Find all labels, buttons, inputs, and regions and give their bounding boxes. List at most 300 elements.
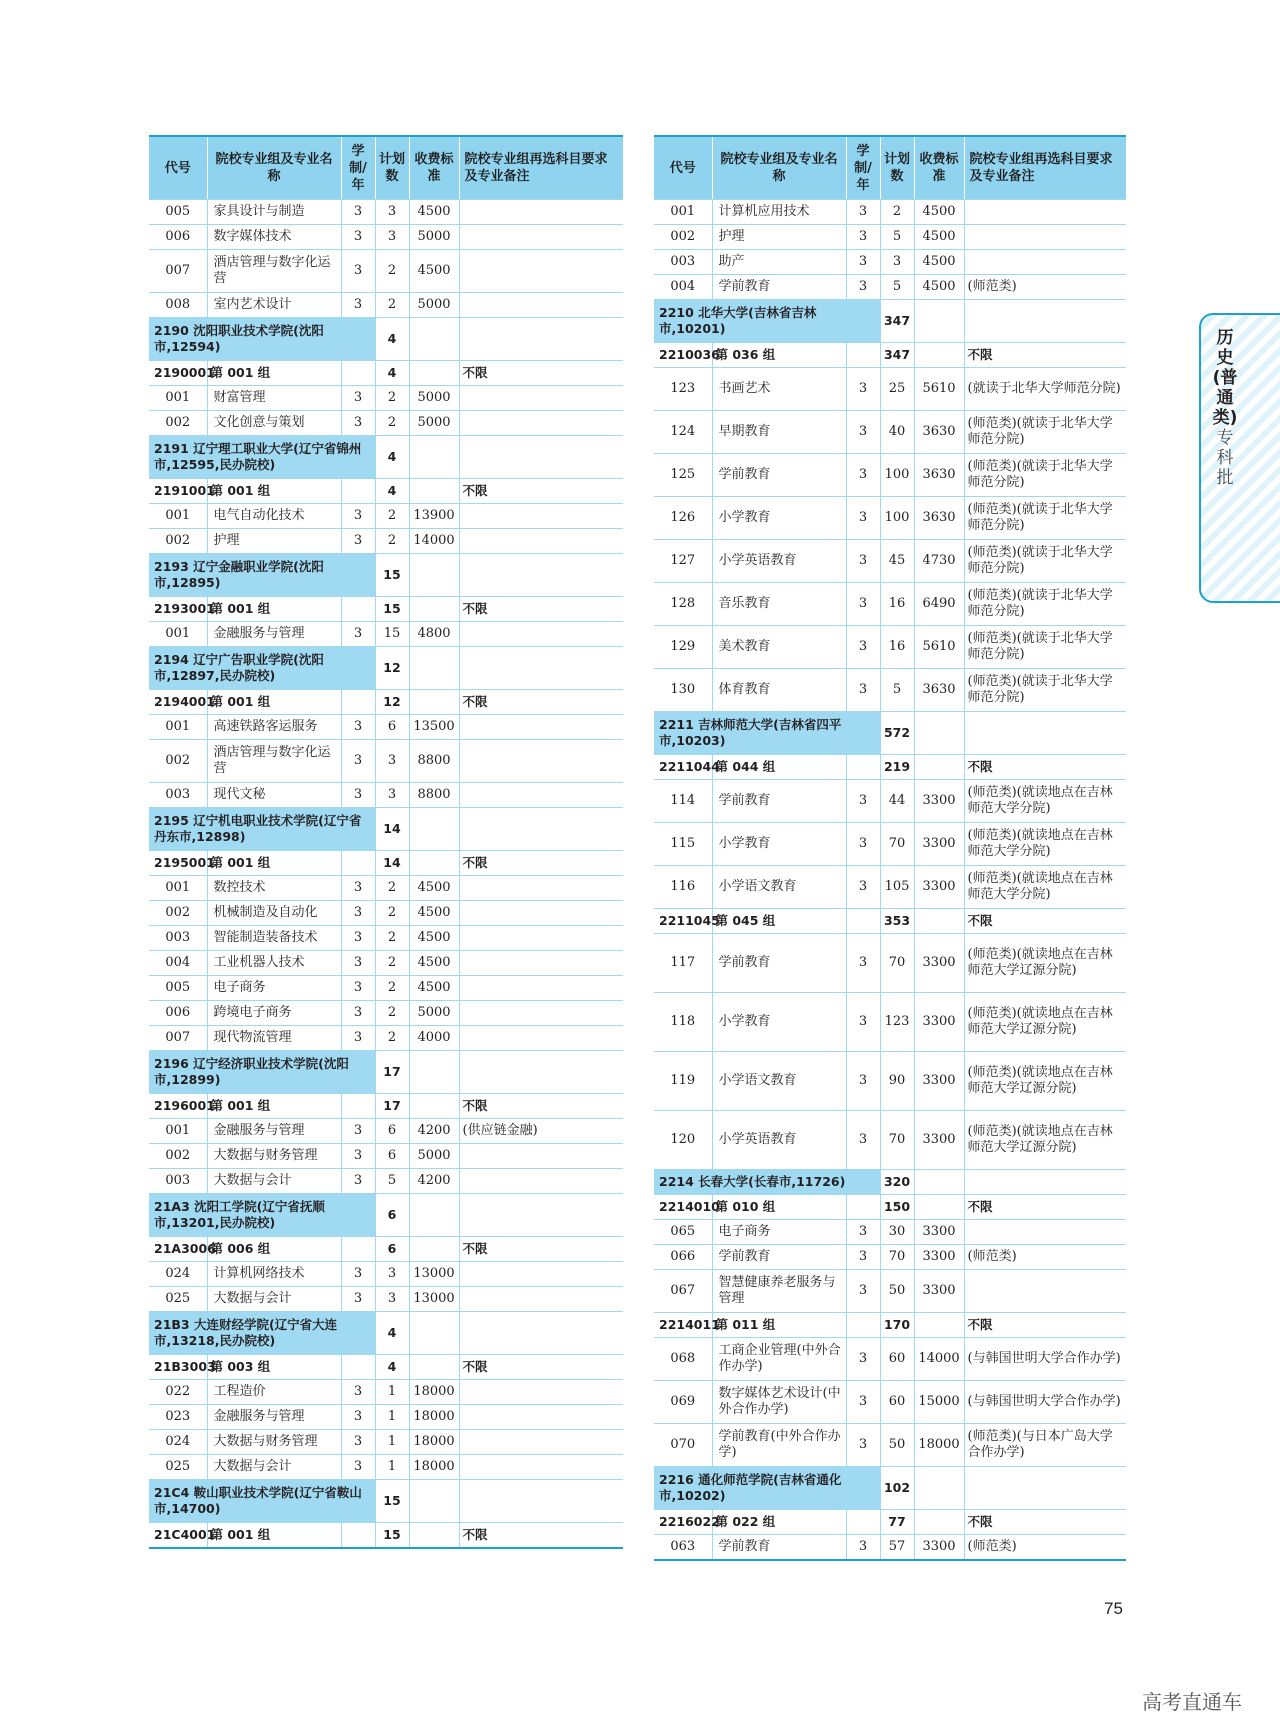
group-note: 不限 bbox=[459, 1523, 623, 1549]
major-years: 3 bbox=[341, 1262, 375, 1287]
major-note: (师范类)(就读地点在吉林师范大学分院) bbox=[964, 823, 1126, 866]
group-plan: 4 bbox=[375, 479, 409, 504]
major-row bbox=[654, 411, 1126, 454]
major-fee: 4500 bbox=[409, 876, 459, 901]
major-row bbox=[149, 926, 623, 951]
major-note bbox=[459, 504, 623, 529]
major-row bbox=[149, 876, 623, 901]
school-fee-empty bbox=[914, 300, 964, 343]
school-name: 21B3 大连财经学院(辽宁省大连市,13218,民办院校) bbox=[149, 1312, 375, 1355]
major-code: 002 bbox=[654, 225, 712, 250]
major-name: 工商企业管理(中外合作办学) bbox=[712, 1338, 846, 1381]
major-fee: 4500 bbox=[409, 200, 459, 225]
major-name: 机械制造及自动化 bbox=[207, 901, 341, 926]
group-code: 2191001 bbox=[149, 479, 207, 504]
major-name: 学前教育 bbox=[712, 1245, 846, 1270]
group-fee-empty bbox=[409, 1355, 459, 1380]
major-fee: 4500 bbox=[914, 200, 964, 225]
school-plan: 4 bbox=[375, 1312, 409, 1355]
major-note bbox=[459, 1455, 623, 1480]
major-years: 3 bbox=[341, 1380, 375, 1405]
major-fee: 4200 bbox=[409, 1169, 459, 1194]
major-note bbox=[459, 293, 623, 318]
major-fee: 8800 bbox=[409, 783, 459, 808]
major-years: 3 bbox=[846, 250, 880, 275]
school-row bbox=[149, 1312, 623, 1355]
major-note bbox=[459, 951, 623, 976]
school-plan: 4 bbox=[375, 436, 409, 479]
major-fee: 4500 bbox=[409, 976, 459, 1001]
group-row bbox=[149, 690, 623, 715]
major-plan: 60 bbox=[880, 1338, 914, 1381]
major-plan: 70 bbox=[880, 934, 914, 993]
major-plan: 5 bbox=[880, 275, 914, 300]
group-fee-empty bbox=[409, 1237, 459, 1262]
major-years: 3 bbox=[846, 993, 880, 1052]
major-name: 文化创意与策划 bbox=[207, 411, 341, 436]
group-note: 不限 bbox=[459, 597, 623, 622]
group-code: 2193001 bbox=[149, 597, 207, 622]
major-years: 3 bbox=[846, 1111, 880, 1170]
major-fee: 3630 bbox=[914, 454, 964, 497]
group-plan: 4 bbox=[375, 1355, 409, 1380]
header-code: 代号 bbox=[149, 136, 207, 200]
major-plan: 57 bbox=[880, 1535, 914, 1561]
major-fee: 3300 bbox=[914, 1220, 964, 1245]
group-years-empty bbox=[846, 909, 880, 934]
group-note: 不限 bbox=[459, 1094, 623, 1119]
major-code: 117 bbox=[654, 934, 712, 993]
major-name: 学前教育 bbox=[712, 780, 846, 823]
major-years: 3 bbox=[341, 250, 375, 293]
major-name: 学前教育 bbox=[712, 934, 846, 993]
major-name: 跨境电子商务 bbox=[207, 1001, 341, 1026]
major-years: 3 bbox=[846, 780, 880, 823]
major-years: 3 bbox=[341, 411, 375, 436]
school-note-empty bbox=[459, 808, 623, 851]
major-row bbox=[149, 1119, 623, 1144]
major-fee: 14000 bbox=[914, 1338, 964, 1381]
school-note-empty bbox=[459, 436, 623, 479]
major-plan: 100 bbox=[880, 454, 914, 497]
major-note bbox=[459, 622, 623, 647]
major-note bbox=[964, 200, 1126, 225]
major-name: 大数据与会计 bbox=[207, 1455, 341, 1480]
school-plan: 4 bbox=[375, 318, 409, 361]
major-name: 数控技术 bbox=[207, 876, 341, 901]
major-row bbox=[149, 1001, 623, 1026]
group-code: 2211045 bbox=[654, 909, 712, 934]
major-row bbox=[654, 780, 1126, 823]
major-years: 3 bbox=[846, 1245, 880, 1270]
group-name: 第 001 组 bbox=[207, 851, 341, 876]
major-years: 3 bbox=[341, 976, 375, 1001]
major-row bbox=[654, 454, 1126, 497]
major-fee: 3300 bbox=[914, 1245, 964, 1270]
side-tab-text bbox=[1212, 328, 1238, 488]
major-years: 3 bbox=[341, 622, 375, 647]
major-note: (师范类)(就读于北华大学师范分院) bbox=[964, 454, 1126, 497]
major-name: 体育教育 bbox=[712, 669, 846, 712]
major-name: 工业机器人技术 bbox=[207, 951, 341, 976]
major-plan: 2 bbox=[375, 250, 409, 293]
group-note: 不限 bbox=[964, 909, 1126, 934]
major-plan: 5 bbox=[880, 225, 914, 250]
school-name: 21C4 鞍山职业技术学院(辽宁省鞍山市,14700) bbox=[149, 1480, 375, 1523]
major-plan: 16 bbox=[880, 583, 914, 626]
major-note bbox=[459, 411, 623, 436]
group-row bbox=[149, 1237, 623, 1262]
major-note bbox=[459, 1380, 623, 1405]
group-row bbox=[654, 1510, 1126, 1535]
group-name: 第 022 组 bbox=[712, 1510, 846, 1535]
major-plan: 3 bbox=[375, 225, 409, 250]
school-row bbox=[149, 1051, 623, 1094]
major-note bbox=[964, 1220, 1126, 1245]
major-row bbox=[654, 200, 1126, 225]
school-row bbox=[149, 808, 623, 851]
major-years: 3 bbox=[341, 1169, 375, 1194]
major-code: 002 bbox=[149, 901, 207, 926]
school-row bbox=[654, 712, 1126, 755]
group-years-empty bbox=[846, 343, 880, 368]
major-row bbox=[149, 411, 623, 436]
school-note-empty bbox=[459, 1480, 623, 1523]
group-years-empty bbox=[341, 597, 375, 622]
group-name: 第 001 组 bbox=[207, 690, 341, 715]
major-row bbox=[654, 1381, 1126, 1424]
group-plan: 14 bbox=[375, 851, 409, 876]
major-plan: 16 bbox=[880, 626, 914, 669]
major-fee: 5000 bbox=[409, 225, 459, 250]
group-row bbox=[149, 1094, 623, 1119]
group-row bbox=[654, 755, 1126, 780]
major-row bbox=[654, 540, 1126, 583]
major-note: (师范类)(就读于北华大学师范分院) bbox=[964, 497, 1126, 540]
major-plan: 2 bbox=[375, 976, 409, 1001]
major-fee: 18000 bbox=[409, 1405, 459, 1430]
school-row bbox=[149, 318, 623, 361]
major-code: 006 bbox=[149, 1001, 207, 1026]
school-note-empty bbox=[459, 647, 623, 690]
major-name: 学前教育(中外合作办学) bbox=[712, 1424, 846, 1467]
major-fee: 3300 bbox=[914, 1052, 964, 1111]
major-years: 3 bbox=[341, 529, 375, 554]
major-code: 068 bbox=[654, 1338, 712, 1381]
major-row bbox=[654, 993, 1126, 1052]
major-note: (师范类)(就读于北华大学师范分院) bbox=[964, 540, 1126, 583]
major-note: (师范类)(就读于北华大学师范分院) bbox=[964, 583, 1126, 626]
major-fee: 5000 bbox=[409, 411, 459, 436]
major-name: 大数据与财务管理 bbox=[207, 1430, 341, 1455]
major-name: 小学语文教育 bbox=[712, 1052, 846, 1111]
major-row bbox=[149, 504, 623, 529]
group-years-empty bbox=[341, 1355, 375, 1380]
major-fee: 5000 bbox=[409, 386, 459, 411]
major-years: 3 bbox=[341, 783, 375, 808]
major-code: 001 bbox=[149, 715, 207, 740]
group-fee-empty bbox=[914, 1195, 964, 1220]
major-plan: 60 bbox=[880, 1381, 914, 1424]
group-years-empty bbox=[341, 1094, 375, 1119]
left-table-body bbox=[149, 200, 623, 1549]
major-row bbox=[149, 1144, 623, 1169]
major-years: 3 bbox=[846, 540, 880, 583]
header-name: 院校专业组及专业名称 bbox=[712, 136, 846, 200]
group-name: 第 011 组 bbox=[712, 1313, 846, 1338]
major-name: 家具设计与制造 bbox=[207, 200, 341, 225]
major-note: (师范类)(就读于北华大学师范分院) bbox=[964, 669, 1126, 712]
major-years: 3 bbox=[846, 866, 880, 909]
major-note bbox=[459, 901, 623, 926]
major-fee: 18000 bbox=[409, 1455, 459, 1480]
major-years: 3 bbox=[341, 1430, 375, 1455]
major-row bbox=[149, 901, 623, 926]
major-note: (师范类) bbox=[964, 1245, 1126, 1270]
group-plan: 150 bbox=[880, 1195, 914, 1220]
major-plan: 2 bbox=[375, 411, 409, 436]
school-row bbox=[654, 1467, 1126, 1510]
school-name: 2214 长春大学(长春市,11726) bbox=[654, 1170, 880, 1195]
school-fee-empty bbox=[409, 808, 459, 851]
major-code: 066 bbox=[654, 1245, 712, 1270]
major-fee: 13500 bbox=[409, 715, 459, 740]
major-name: 数字媒体技术 bbox=[207, 225, 341, 250]
group-name: 第 010 组 bbox=[712, 1195, 846, 1220]
major-years: 3 bbox=[341, 715, 375, 740]
major-years: 3 bbox=[341, 1144, 375, 1169]
major-code: 063 bbox=[654, 1535, 712, 1561]
major-code: 115 bbox=[654, 823, 712, 866]
school-fee-empty bbox=[914, 1467, 964, 1510]
major-years: 3 bbox=[341, 926, 375, 951]
major-note: (师范类)(就读地点在吉林师范大学辽源分院) bbox=[964, 1052, 1126, 1111]
school-note-empty bbox=[459, 1312, 623, 1355]
major-row bbox=[654, 1220, 1126, 1245]
major-name: 现代文秘 bbox=[207, 783, 341, 808]
major-plan: 30 bbox=[880, 1220, 914, 1245]
major-code: 008 bbox=[149, 293, 207, 318]
major-row bbox=[654, 669, 1126, 712]
school-plan: 14 bbox=[375, 808, 409, 851]
group-note: 不限 bbox=[964, 1510, 1126, 1535]
group-years-empty bbox=[341, 690, 375, 715]
group-row bbox=[149, 1355, 623, 1380]
major-note bbox=[459, 876, 623, 901]
group-fee-empty bbox=[409, 597, 459, 622]
major-plan: 5 bbox=[375, 1169, 409, 1194]
group-code: 2194001 bbox=[149, 690, 207, 715]
major-note bbox=[459, 1405, 623, 1430]
major-code: 120 bbox=[654, 1111, 712, 1170]
major-plan: 2 bbox=[375, 926, 409, 951]
major-code: 003 bbox=[149, 1169, 207, 1194]
group-years-empty bbox=[846, 1510, 880, 1535]
major-name: 小学语文教育 bbox=[712, 866, 846, 909]
major-code: 023 bbox=[149, 1405, 207, 1430]
major-years: 3 bbox=[341, 1026, 375, 1051]
major-fee: 5610 bbox=[914, 626, 964, 669]
school-name: 21A3 沈阳工学院(辽宁省抚顺市,13201,民办院校) bbox=[149, 1194, 375, 1237]
group-name: 第 045 组 bbox=[712, 909, 846, 934]
group-row bbox=[654, 343, 1126, 368]
major-plan: 3 bbox=[375, 783, 409, 808]
major-name: 金融服务与管理 bbox=[207, 1119, 341, 1144]
major-plan: 3 bbox=[375, 200, 409, 225]
major-fee: 3630 bbox=[914, 669, 964, 712]
major-code: 129 bbox=[654, 626, 712, 669]
major-years: 3 bbox=[341, 1405, 375, 1430]
major-fee: 18000 bbox=[409, 1380, 459, 1405]
major-fee: 5000 bbox=[409, 293, 459, 318]
major-note bbox=[459, 740, 623, 783]
major-years: 3 bbox=[846, 1052, 880, 1111]
major-fee: 18000 bbox=[914, 1424, 964, 1467]
school-note-empty bbox=[459, 554, 623, 597]
major-row bbox=[149, 951, 623, 976]
major-row bbox=[149, 1405, 623, 1430]
major-code: 002 bbox=[149, 740, 207, 783]
major-code: 005 bbox=[149, 200, 207, 225]
group-note: 不限 bbox=[459, 1355, 623, 1380]
major-plan: 2 bbox=[375, 529, 409, 554]
major-plan: 3 bbox=[375, 740, 409, 783]
school-note-empty bbox=[964, 1467, 1126, 1510]
major-note: (师范类) bbox=[964, 1535, 1126, 1561]
header-fee: 收费标准 bbox=[409, 136, 459, 200]
major-plan: 2 bbox=[375, 1026, 409, 1051]
major-row bbox=[654, 934, 1126, 993]
header-code: 代号 bbox=[654, 136, 712, 200]
group-note: 不限 bbox=[459, 479, 623, 504]
group-years-empty bbox=[846, 755, 880, 780]
school-fee-empty bbox=[409, 318, 459, 361]
major-row bbox=[654, 1245, 1126, 1270]
major-fee: 3300 bbox=[914, 934, 964, 993]
major-row bbox=[654, 1111, 1126, 1170]
major-name: 高速铁路客运服务 bbox=[207, 715, 341, 740]
major-plan: 1 bbox=[375, 1380, 409, 1405]
major-name: 现代物流管理 bbox=[207, 1026, 341, 1051]
major-years: 3 bbox=[846, 1270, 880, 1313]
group-note: 不限 bbox=[459, 361, 623, 386]
major-fee: 5000 bbox=[409, 1144, 459, 1169]
school-plan: 102 bbox=[880, 1467, 914, 1510]
major-note: (与韩国世明大学合作办学) bbox=[964, 1338, 1126, 1381]
major-note: (师范类)(就读于北华大学师范分院) bbox=[964, 411, 1126, 454]
major-row bbox=[149, 293, 623, 318]
major-name: 智能制造装备技术 bbox=[207, 926, 341, 951]
major-fee: 4500 bbox=[914, 275, 964, 300]
major-years: 3 bbox=[846, 200, 880, 225]
major-note bbox=[964, 225, 1126, 250]
group-plan: 347 bbox=[880, 343, 914, 368]
major-plan: 2 bbox=[375, 876, 409, 901]
major-plan: 1 bbox=[375, 1405, 409, 1430]
major-row bbox=[149, 1169, 623, 1194]
major-plan: 5 bbox=[880, 669, 914, 712]
major-code: 128 bbox=[654, 583, 712, 626]
major-code: 114 bbox=[654, 780, 712, 823]
group-name: 第 036 组 bbox=[712, 343, 846, 368]
major-name: 护理 bbox=[207, 529, 341, 554]
group-code: 2211044 bbox=[654, 755, 712, 780]
major-note bbox=[459, 529, 623, 554]
major-plan: 2 bbox=[375, 951, 409, 976]
major-fee: 3630 bbox=[914, 411, 964, 454]
major-name: 计算机网络技术 bbox=[207, 1262, 341, 1287]
major-years: 3 bbox=[341, 1119, 375, 1144]
major-name: 酒店管理与数字化运营 bbox=[207, 250, 341, 293]
header-note: 院校专业组再选科目要求及专业备注 bbox=[459, 136, 623, 200]
left-catalog-table bbox=[149, 135, 623, 1549]
major-fee: 3300 bbox=[914, 866, 964, 909]
school-row bbox=[149, 554, 623, 597]
header-fee: 收费标准 bbox=[914, 136, 964, 200]
major-row bbox=[149, 1026, 623, 1051]
side-tab-category: 历史(普通类) bbox=[1212, 328, 1238, 428]
major-years: 3 bbox=[341, 200, 375, 225]
major-row bbox=[654, 626, 1126, 669]
major-note: (师范类)(就读地点在吉林师范大学辽源分院) bbox=[964, 993, 1126, 1052]
school-row bbox=[654, 300, 1126, 343]
major-note: (师范类)(与日本广岛大学合作办学) bbox=[964, 1424, 1126, 1467]
major-years: 3 bbox=[341, 901, 375, 926]
group-fee-empty bbox=[409, 1094, 459, 1119]
school-name: 2210 北华大学(吉林省吉林市,10201) bbox=[654, 300, 880, 343]
major-code: 119 bbox=[654, 1052, 712, 1111]
school-name: 2216 通化师范学院(吉林省通化市,10202) bbox=[654, 1467, 880, 1510]
group-row bbox=[654, 1313, 1126, 1338]
major-plan: 44 bbox=[880, 780, 914, 823]
school-fee-empty bbox=[409, 647, 459, 690]
major-fee: 4500 bbox=[409, 926, 459, 951]
major-row bbox=[654, 1270, 1126, 1313]
major-fee: 4500 bbox=[914, 250, 964, 275]
major-code: 067 bbox=[654, 1270, 712, 1313]
major-row bbox=[149, 1455, 623, 1480]
major-plan: 90 bbox=[880, 1052, 914, 1111]
major-note bbox=[459, 1430, 623, 1455]
major-years: 3 bbox=[846, 1535, 880, 1561]
school-name: 2191 辽宁理工职业大学(辽宁省锦州市,12595,民办院校) bbox=[149, 436, 375, 479]
major-name: 电子商务 bbox=[712, 1220, 846, 1245]
school-plan: 12 bbox=[375, 647, 409, 690]
major-code: 007 bbox=[149, 250, 207, 293]
group-note: 不限 bbox=[459, 1237, 623, 1262]
group-years-empty bbox=[846, 1195, 880, 1220]
group-note: 不限 bbox=[964, 755, 1126, 780]
group-code: 2214010 bbox=[654, 1195, 712, 1220]
major-note bbox=[459, 783, 623, 808]
major-years: 3 bbox=[846, 669, 880, 712]
group-code: 21C4001 bbox=[149, 1523, 207, 1549]
major-row bbox=[149, 622, 623, 647]
group-plan: 6 bbox=[375, 1237, 409, 1262]
major-name: 数字媒体艺术设计(中外合作办学) bbox=[712, 1381, 846, 1424]
major-code: 006 bbox=[149, 225, 207, 250]
major-code: 001 bbox=[654, 200, 712, 225]
group-fee-empty bbox=[409, 690, 459, 715]
major-row bbox=[654, 1535, 1126, 1561]
major-note bbox=[459, 200, 623, 225]
group-fee-empty bbox=[914, 755, 964, 780]
major-years: 3 bbox=[341, 951, 375, 976]
major-note: (师范类)(就读地点在吉林师范大学分院) bbox=[964, 780, 1126, 823]
school-row bbox=[149, 1194, 623, 1237]
major-fee: 4730 bbox=[914, 540, 964, 583]
major-fee: 4500 bbox=[409, 901, 459, 926]
